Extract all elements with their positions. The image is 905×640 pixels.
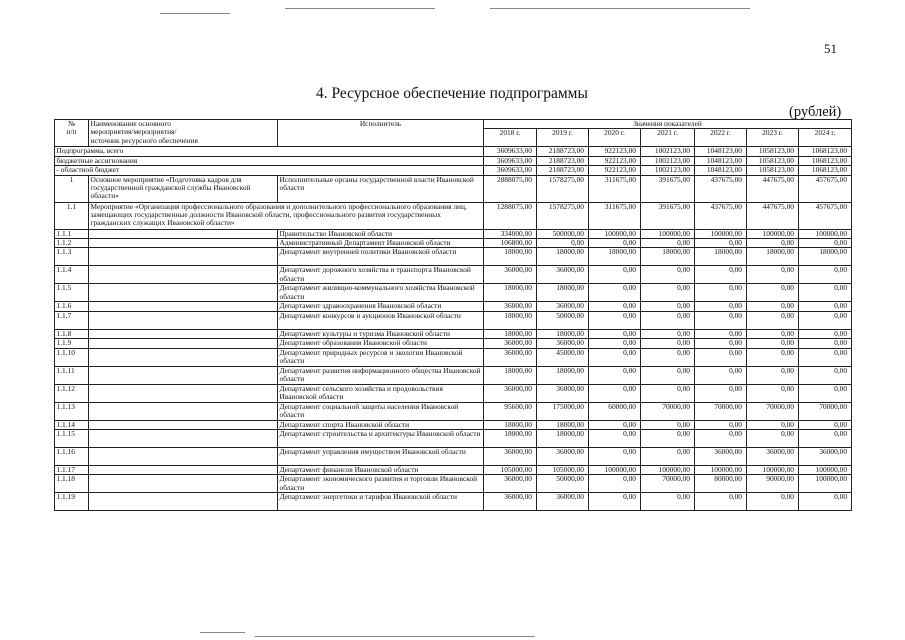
table-cell: 36000,00 <box>537 493 589 511</box>
table-cell: 36000,00 <box>484 384 537 402</box>
table-row <box>55 348 852 366</box>
table-cell: 18000,00 <box>537 366 589 384</box>
executor-name: Департамент социальной защиты населения Ивановской области <box>278 402 484 420</box>
table-cell: 0,00 <box>589 302 641 311</box>
table-cell: 0,00 <box>589 339 641 348</box>
scan-artifact-line <box>285 8 435 9</box>
table-cell: 100000,00 <box>641 466 695 475</box>
executor-name: Департамент финансов Ивановской области <box>278 466 484 475</box>
empty-name-cell <box>89 348 278 366</box>
table-cell: 36000,00 <box>484 448 537 466</box>
empty-name-cell <box>89 448 278 466</box>
row-number: 1.1.14 <box>55 420 89 429</box>
table-cell: 36000,00 <box>695 448 747 466</box>
empty-name-cell <box>89 266 278 284</box>
table-cell: 105000,00 <box>537 466 589 475</box>
row-number: 1.1 <box>55 202 89 229</box>
table-cell: 311675,00 <box>589 175 641 202</box>
header-values-group: Значения показателей <box>484 120 852 129</box>
summary-label: бюджетные ассигнования <box>55 156 484 165</box>
row-number: 1.1.7 <box>55 311 89 329</box>
row-number: 1.1.19 <box>55 493 89 511</box>
table-cell: 391675,00 <box>641 175 695 202</box>
table-cell: 45000,00 <box>537 348 589 366</box>
table-cell: 0,00 <box>747 311 799 329</box>
executor-name: Административный Департамент Ивановской области <box>278 239 484 248</box>
table-row <box>55 466 852 475</box>
event-name: Основное мероприятие «Подготовка кадров для государственной гражданской службы Ивановской области» <box>89 175 278 202</box>
table-row <box>55 248 852 266</box>
table-cell: 0,00 <box>641 430 695 448</box>
table-cell: 0,00 <box>641 420 695 429</box>
empty-name-cell <box>89 430 278 448</box>
table-cell: 36000,00 <box>484 302 537 311</box>
table-cell: 100000,00 <box>695 229 747 238</box>
table-row <box>55 284 852 302</box>
row-number: 1.1.5 <box>55 284 89 302</box>
table-cell: 500000,00 <box>537 229 589 238</box>
table-cell: 0,00 <box>799 284 852 302</box>
event-name: Мероприятие «Организация профессионального образования и дополнительного профессионального образования лиц, замещающих государственные должности Ивановской области, профессионального развития государственных гражданских служащих Ивановской области» <box>89 202 484 229</box>
table-cell: 18000,00 <box>484 329 537 338</box>
table-cell: 100000,00 <box>799 475 852 493</box>
table-cell: 0,00 <box>695 366 747 384</box>
executor-name: Департамент сельского хозяйства и продовольствия Ивановской области <box>278 384 484 402</box>
table-cell: 437675,00 <box>695 202 747 229</box>
executor-name: Департамент спорта Ивановской области <box>278 420 484 429</box>
table-cell: 3609633,00 <box>484 147 537 156</box>
table-cell: 100000,00 <box>641 229 695 238</box>
table-cell: 3609633,00 <box>484 156 537 165</box>
table-cell: 2188723,00 <box>537 147 589 156</box>
table-cell: 0,00 <box>589 266 641 284</box>
executor-name: Департамент управления имуществом Ивановской области <box>278 448 484 466</box>
executor-name: Правительство Ивановской области <box>278 229 484 238</box>
scan-artifact-line <box>160 13 230 14</box>
table-cell: 36000,00 <box>484 475 537 493</box>
summary-row <box>55 156 852 165</box>
table-row <box>55 493 852 511</box>
executor-name: Департамент здравоохранения Ивановской области <box>278 302 484 311</box>
table-cell: 391675,00 <box>641 202 695 229</box>
empty-name-cell <box>89 248 278 266</box>
table-cell: 0,00 <box>799 420 852 429</box>
table-cell: 36000,00 <box>537 448 589 466</box>
executor-name: Департамент дорожного хозяйства и транспорта Ивановской области <box>278 266 484 284</box>
table-cell: 18000,00 <box>484 420 537 429</box>
table-cell: 100000,00 <box>589 466 641 475</box>
row-number: 1 <box>55 175 89 202</box>
table-cell: 0,00 <box>747 384 799 402</box>
table-cell: 0,00 <box>641 384 695 402</box>
table-cell: 0,00 <box>589 475 641 493</box>
header-row <box>55 120 852 129</box>
table-cell: 1288075,00 <box>484 202 537 229</box>
empty-name-cell <box>89 311 278 329</box>
executor-name: Исполнительные органы государственной власти Ивановской области <box>278 175 484 202</box>
table-cell: 70000,00 <box>747 402 799 420</box>
executor-name: Департамент природных ресурсов и экологии Ивановской области <box>278 348 484 366</box>
table-cell: 0,00 <box>747 266 799 284</box>
executor-name: Департамент культуры и туризма Ивановской области <box>278 329 484 338</box>
table-cell: 0,00 <box>641 339 695 348</box>
table-cell: 1058123,00 <box>747 147 799 156</box>
table-cell: 18000,00 <box>747 248 799 266</box>
table-cell: 3609633,00 <box>484 166 537 175</box>
table-cell: 922123,00 <box>589 166 641 175</box>
header-year: 2024 г. <box>799 129 852 147</box>
row-number: 1.1.10 <box>55 348 89 366</box>
table-cell: 105000,00 <box>484 466 537 475</box>
table-cell: 447675,00 <box>747 202 799 229</box>
table-cell: 0,00 <box>695 384 747 402</box>
table-cell: 922123,00 <box>589 147 641 156</box>
table-cell: 100000,00 <box>695 466 747 475</box>
executor-name: Департамент конкурсов и аукционов Ивановской области <box>278 311 484 329</box>
table-cell: 0,00 <box>695 420 747 429</box>
row-number: 1.1.9 <box>55 339 89 348</box>
table-cell: 100000,00 <box>799 466 852 475</box>
table-cell: 36000,00 <box>537 266 589 284</box>
table-cell: 0,00 <box>641 302 695 311</box>
row-number: 1.1.8 <box>55 329 89 338</box>
executor-name: Департамент экономического развития и торговли Ивановской области <box>278 475 484 493</box>
table-cell: 0,00 <box>747 366 799 384</box>
table-cell: 2188723,00 <box>537 166 589 175</box>
table-cell: 0,00 <box>695 348 747 366</box>
table-cell: 0,00 <box>747 493 799 511</box>
table-cell: 922123,00 <box>589 156 641 165</box>
table-cell: 0,00 <box>589 448 641 466</box>
table-cell: 0,00 <box>589 348 641 366</box>
table-cell: 0,00 <box>641 493 695 511</box>
table-cell: 90000,00 <box>747 475 799 493</box>
table-cell: 0,00 <box>747 302 799 311</box>
table-cell: 100000,00 <box>589 229 641 238</box>
row-number: 1.1.13 <box>55 402 89 420</box>
empty-name-cell <box>89 466 278 475</box>
table-cell: 36000,00 <box>484 266 537 284</box>
table-cell: 1002123,00 <box>641 156 695 165</box>
table-cell: 0,00 <box>799 239 852 248</box>
table-cell: 0,00 <box>589 239 641 248</box>
row-number: 1.1.16 <box>55 448 89 466</box>
row-number: 1.1.4 <box>55 266 89 284</box>
empty-name-cell <box>89 239 278 248</box>
table-cell: 106800,00 <box>484 239 537 248</box>
table-cell: 175000,00 <box>537 402 589 420</box>
units-label: (рублей) <box>789 104 842 120</box>
row-number: 1.1.2 <box>55 239 89 248</box>
header-year: 2019 г. <box>537 129 589 147</box>
table-cell: 1068123,00 <box>799 147 852 156</box>
table-cell: 0,00 <box>747 430 799 448</box>
table-cell: 70000,00 <box>695 402 747 420</box>
table-cell: 0,00 <box>695 239 747 248</box>
empty-name-cell <box>89 284 278 302</box>
table-cell: 36000,00 <box>484 348 537 366</box>
table-cell: 0,00 <box>747 329 799 338</box>
table-cell: 0,00 <box>799 339 852 348</box>
table-cell: 1058123,00 <box>747 166 799 175</box>
header-name: Наименование основного мероприятия/мероприятия/ источник ресурсного обеспечения <box>89 120 278 147</box>
table-cell: 36000,00 <box>484 493 537 511</box>
table-cell: 0,00 <box>641 329 695 338</box>
table-cell: 2888075,00 <box>484 175 537 202</box>
table-cell: 100000,00 <box>747 466 799 475</box>
empty-name-cell <box>89 420 278 429</box>
table-cell: 1048123,00 <box>695 166 747 175</box>
empty-name-cell <box>89 339 278 348</box>
table-cell: 0,00 <box>695 302 747 311</box>
table-cell: 1578275,00 <box>537 175 589 202</box>
table-cell: 1048123,00 <box>695 147 747 156</box>
table-cell: 457675,00 <box>799 175 852 202</box>
table-cell: 0,00 <box>589 366 641 384</box>
table-cell: 100000,00 <box>747 229 799 238</box>
table-cell: 0,00 <box>799 311 852 329</box>
executor-name: Департамент внутренней политики Ивановской области <box>278 248 484 266</box>
table-cell: 18000,00 <box>695 248 747 266</box>
event-row <box>55 202 852 229</box>
table-cell: 1002123,00 <box>641 166 695 175</box>
executor-name: Департамент строительства и архитектуры Ивановской области <box>278 430 484 448</box>
table-row <box>55 402 852 420</box>
scan-artifact-line <box>255 636 535 637</box>
empty-name-cell <box>89 302 278 311</box>
table-row <box>55 448 852 466</box>
table-cell: 311675,00 <box>589 202 641 229</box>
summary-label: Подпрограмма, всего <box>55 147 484 156</box>
table-cell: 36000,00 <box>747 448 799 466</box>
table-body <box>55 147 852 511</box>
table-cell: 0,00 <box>537 239 589 248</box>
row-number: 1.1.17 <box>55 466 89 475</box>
table-cell: 70000,00 <box>799 402 852 420</box>
header-year: 2023 г. <box>747 129 799 147</box>
table-cell: 0,00 <box>695 493 747 511</box>
empty-name-cell <box>89 329 278 338</box>
header-year: 2022 г. <box>695 129 747 147</box>
table-cell: 36000,00 <box>537 339 589 348</box>
row-number: 1.1.18 <box>55 475 89 493</box>
executor-name: Департамент жилищно-коммунального хозяйства Ивановской области <box>278 284 484 302</box>
header-num: № п/п <box>55 120 89 147</box>
empty-name-cell <box>89 475 278 493</box>
table-cell: 18000,00 <box>537 430 589 448</box>
executor-name: Департамент развития информационного общества Ивановской области <box>278 366 484 384</box>
row-number: 1.1.1 <box>55 229 89 238</box>
table-cell: 0,00 <box>695 284 747 302</box>
table-cell: 0,00 <box>589 329 641 338</box>
table-cell: 0,00 <box>589 493 641 511</box>
table-cell: 0,00 <box>589 420 641 429</box>
table-cell: 1068123,00 <box>799 156 852 165</box>
table-cell: 18000,00 <box>484 284 537 302</box>
table-cell: 0,00 <box>641 348 695 366</box>
table-cell: 0,00 <box>695 311 747 329</box>
resource-table <box>54 119 852 511</box>
table-cell: 50000,00 <box>537 475 589 493</box>
table-cell: 0,00 <box>641 239 695 248</box>
table-cell: 36000,00 <box>537 384 589 402</box>
table-row <box>55 266 852 284</box>
table-cell: 18000,00 <box>484 366 537 384</box>
table-cell: 1058123,00 <box>747 156 799 165</box>
table-cell: 0,00 <box>589 384 641 402</box>
table-cell: 60000,00 <box>589 402 641 420</box>
table-cell: 437675,00 <box>695 175 747 202</box>
table-cell: 18000,00 <box>537 248 589 266</box>
executor-name: Департамент энергетики и тарифов Ивановской области <box>278 493 484 511</box>
table-cell: 18000,00 <box>641 248 695 266</box>
table-cell: 0,00 <box>799 302 852 311</box>
table-cell: 1048123,00 <box>695 156 747 165</box>
table-cell: 70000,00 <box>641 402 695 420</box>
table-cell: 0,00 <box>799 366 852 384</box>
table-cell: 0,00 <box>799 329 852 338</box>
table-cell: 100000,00 <box>799 229 852 238</box>
table-cell: 70000,00 <box>641 475 695 493</box>
page-number: 51 <box>824 41 837 56</box>
table-row <box>55 366 852 384</box>
summary-row <box>55 147 852 156</box>
table-cell: 457675,00 <box>799 202 852 229</box>
header-year: 2021 г. <box>641 129 695 147</box>
table-cell: 0,00 <box>747 239 799 248</box>
table-row <box>55 329 852 338</box>
table-row <box>55 475 852 493</box>
table-cell: 0,00 <box>589 284 641 302</box>
table-cell: 18000,00 <box>537 284 589 302</box>
empty-name-cell <box>89 402 278 420</box>
table-cell: 1068123,00 <box>799 166 852 175</box>
row-number: 1.1.12 <box>55 384 89 402</box>
empty-name-cell <box>89 229 278 238</box>
table-cell: 0,00 <box>799 430 852 448</box>
table-cell: 36000,00 <box>799 448 852 466</box>
summary-row <box>55 166 852 175</box>
table-cell: 18000,00 <box>589 248 641 266</box>
table-row <box>55 311 852 329</box>
main-event-row <box>55 175 852 202</box>
summary-label: - областной бюджет <box>55 166 484 175</box>
table-cell: 0,00 <box>747 348 799 366</box>
table-cell: 0,00 <box>641 366 695 384</box>
table-cell: 0,00 <box>695 329 747 338</box>
header-year: 2020 г. <box>589 129 641 147</box>
table-cell: 95600,00 <box>484 402 537 420</box>
table-row <box>55 239 852 248</box>
table-cell: 18000,00 <box>484 248 537 266</box>
table-cell: 18000,00 <box>537 329 589 338</box>
table-row <box>55 229 852 238</box>
empty-name-cell <box>89 493 278 511</box>
header-executor: Исполнитель <box>278 120 484 147</box>
table-cell: 50000,00 <box>537 311 589 329</box>
table-cell: 1578275,00 <box>537 202 589 229</box>
table-cell: 0,00 <box>641 266 695 284</box>
table-cell: 36000,00 <box>537 302 589 311</box>
executor-name: Департамент образования Ивановской области <box>278 339 484 348</box>
table-row <box>55 302 852 311</box>
row-number: 1.1.11 <box>55 366 89 384</box>
table-cell: 0,00 <box>747 339 799 348</box>
table-cell: 0,00 <box>695 339 747 348</box>
table-row <box>55 420 852 429</box>
empty-name-cell <box>89 366 278 384</box>
scan-artifact-line <box>200 632 245 633</box>
section-title: 4. Ресурсное обеспечение подпрограммы <box>316 85 588 102</box>
scan-artifact-line <box>490 8 750 9</box>
table-cell: 0,00 <box>695 430 747 448</box>
table-cell: 334000,00 <box>484 229 537 238</box>
table-cell: 0,00 <box>641 448 695 466</box>
header-year: 2018 г. <box>484 129 537 147</box>
row-number: 1.1.15 <box>55 430 89 448</box>
row-number: 1.1.6 <box>55 302 89 311</box>
table-cell: 18000,00 <box>537 420 589 429</box>
table-cell: 1002123,00 <box>641 147 695 156</box>
table-cell: 447675,00 <box>747 175 799 202</box>
table-row <box>55 430 852 448</box>
table-cell: 18000,00 <box>484 430 537 448</box>
table-cell: 0,00 <box>747 284 799 302</box>
table-cell: 0,00 <box>799 266 852 284</box>
table-cell: 0,00 <box>641 311 695 329</box>
table-cell: 0,00 <box>799 348 852 366</box>
table-cell: 18000,00 <box>799 248 852 266</box>
table-cell: 0,00 <box>641 284 695 302</box>
table-cell: 80000,00 <box>695 475 747 493</box>
table-cell: 0,00 <box>799 493 852 511</box>
table-cell: 0,00 <box>799 384 852 402</box>
table-cell: 0,00 <box>695 266 747 284</box>
table-cell: 0,00 <box>589 311 641 329</box>
row-number: 1.1.3 <box>55 248 89 266</box>
table-row <box>55 384 852 402</box>
table-cell: 2188723,00 <box>537 156 589 165</box>
table-cell: 0,00 <box>747 420 799 429</box>
table-cell: 0,00 <box>589 430 641 448</box>
table-row <box>55 339 852 348</box>
table-cell: 36000,00 <box>484 339 537 348</box>
empty-name-cell <box>89 384 278 402</box>
table-cell: 18000,00 <box>484 311 537 329</box>
